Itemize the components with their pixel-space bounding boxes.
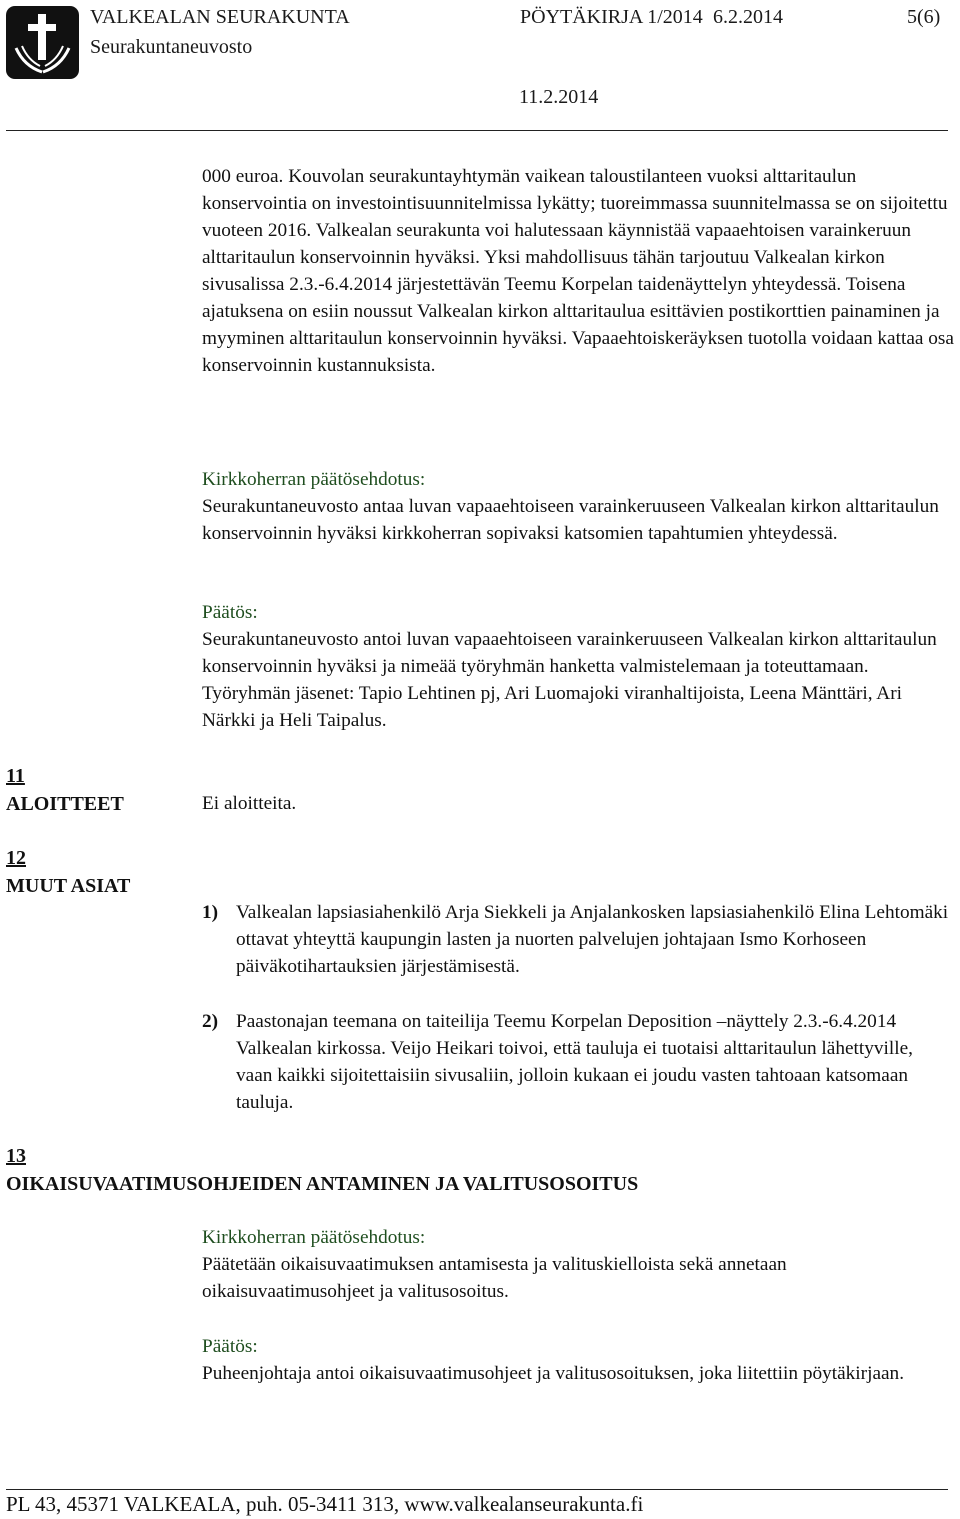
proposal-block: [202, 466, 954, 547]
footer-address: PL 43, 45371 VALKEALA, puh. 05-3411 313, www.valkealanseurakunta.fi: [6, 1492, 644, 1516]
section-11-text: Ei aloitteita.: [202, 793, 297, 814]
org-name: VALKEALAN SEURAKUNTA: [90, 6, 350, 28]
proposal-label: Kirkkoherran päätösehdotus:: [202, 469, 426, 490]
item-text: Paastonajan teemana on taiteilija Teemu Korpelan Deposition –näyttely 2.3.-6.4.2014 Valkealan kirkossa. Veijo Heikari toivoi, että tauluja ei tuotaisi alttaritaulun lähettyville, vaan kaikki sijoitettaisiin sivusaliin, jolloin kukaan ei joudu vasten tahtoaan katsomaan tauluja.: [236, 1011, 913, 1113]
decision-label: Päätös:: [202, 602, 258, 623]
section-number: 12: [6, 847, 26, 869]
page-number: 5(6): [907, 6, 941, 28]
section-11-heading: [6, 762, 124, 818]
section-number: 13: [6, 1145, 26, 1167]
meeting-date: 6.2.2014: [713, 6, 783, 28]
item-text: Valkealan lapsiasiahenkilö Arja Siekkeli ja Anjalankosken lapsiasiahenkilö Elina Lehtomäki ottavat yhteyttä kaupungin lasten ja nuorten palvelujen johtajaan Ismo Korhoseen päiväkotihartauksien järjestämisestä.: [236, 902, 949, 977]
intro-paragraph: 000 euroa. Kouvolan seurakuntayhtymän vaikean taloustilanteen vuoksi alttaritaulun konservointia on investointisuunnitelmissa lykätty; tuoreimmassa suunnitelmassa se on sijoitettu vuoteen 2016. Valkealan seurakunta voi halutessaan käynnistää vapaaehtoisen varainkeruun alttaritaulun konservoinnin hyväksi. Yksi mahdollisuus tähän tarjoutuu Valkealan kirkon sivusalissa 2.3.-6.4.2014 järjestettävän Teemu Korpelan taidenäyttelyn yhteydessä. Toisena ajatuksena on esiin noussut Valkealan kirkon alttaritaulua esittävien postikorttien painaminen ja myyminen alttaritaulun konservoinnin hyväksi. Vapaaehtoiskeräyksen tuotolla voidaan kattaa osa konservoinnin kustannuksista.: [202, 166, 954, 376]
proposal-text: Päätetään oikaisuvaatimuksen antamisesta ja valituskielloista sekä annetaan oikaisuvaatimusohjeet ja valitusosoitus.: [202, 1254, 787, 1302]
header-divider: [6, 130, 948, 131]
decision-text: Seurakuntaneuvosto antoi luvan vapaaehtoiseen varainkeruuseen Valkealan kirkon alttaritaulun konservoinnin hyväksi ja nimeää työryhmän hanketta valmistelemaan ja toteuttamaan. Työryhmän jäsenet: Tapio Lehtinen pj, Ari Luomajoki viranhaltijoista, Leena Mänttäri, Ari Närkki ja Heli Taipalus.: [202, 629, 937, 731]
section-12-heading: [6, 844, 130, 900]
decision-block: [202, 599, 954, 734]
decision-block: [202, 1333, 954, 1387]
item-number: 2): [202, 1011, 219, 1032]
section-title: MUUT ASIAT: [6, 875, 131, 897]
document-title: PÖYTÄKIRJA 1/2014: [520, 6, 703, 28]
footer-divider: [6, 1489, 948, 1490]
section-title: ALOITTEET: [6, 793, 124, 815]
decision-label: Päätös:: [202, 1336, 258, 1357]
item-number: 1): [202, 902, 219, 923]
approval-date: 11.2.2014: [519, 86, 599, 108]
list-item: [202, 1008, 954, 1116]
body-name: Seurakuntaneuvosto: [90, 36, 253, 58]
parish-logo: [6, 6, 79, 79]
list-item: [202, 899, 954, 980]
section-number: 11: [6, 765, 25, 787]
proposal-label: Kirkkoherran päätösehdotus:: [202, 1227, 426, 1248]
section-13-heading: [6, 1142, 638, 1198]
section-title: OIKAISUVAATIMUSOHJEIDEN ANTAMINEN JA VALITUSOSOITUS: [6, 1173, 639, 1195]
decision-text: Puheenjohtaja antoi oikaisuvaatimusohjeet ja valitusosoituksen, joka liitettiin pöytäkirjaan.: [202, 1363, 905, 1384]
proposal-text: Seurakuntaneuvosto antaa luvan vapaaehtoiseen varainkeruuseen Valkealan kirkon alttaritaulun konservoinnin hyväksi kirkkoherran sopivaksi katsomien tapahtumien yhteydessä.: [202, 496, 939, 544]
proposal-block: [202, 1224, 954, 1305]
